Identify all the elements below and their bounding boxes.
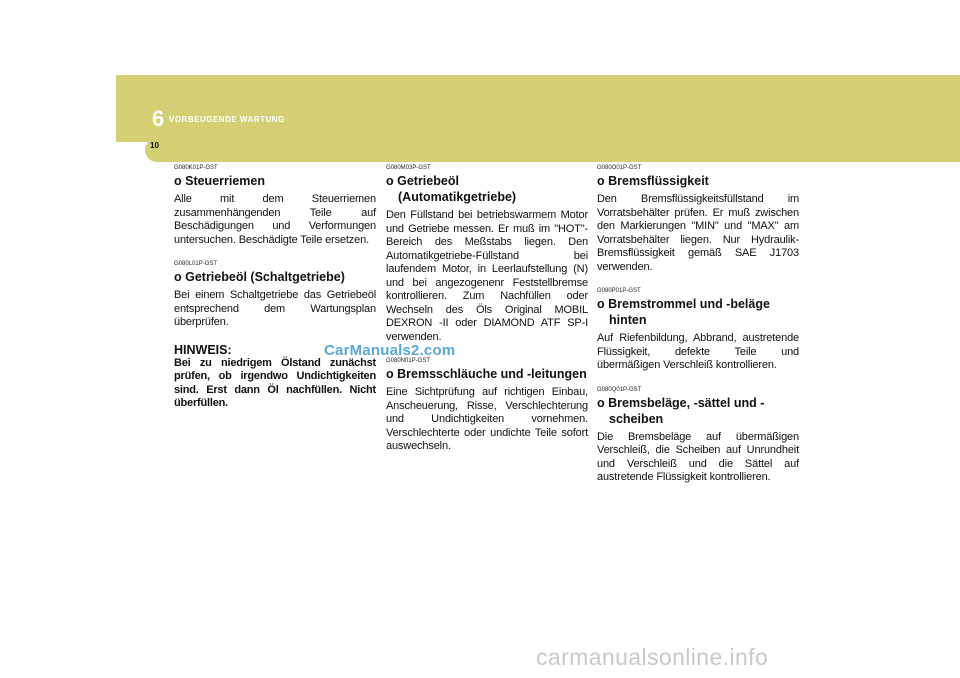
section-steuerriemen — [174, 164, 376, 247]
section-code: G080L01P-GST — [174, 261, 218, 267]
section-body: Bei einem Schaltgetriebe das Getriebeöl entsprechend dem Wartungsplan überprüfen. — [174, 289, 376, 328]
section-bremsbelaege — [597, 386, 799, 485]
page-number: 10 — [150, 141, 159, 150]
section-title: o Getriebeöl (Schaltgetriebe) — [174, 270, 345, 284]
section-title — [597, 296, 799, 328]
section-title: o Steuerriemen — [174, 174, 266, 188]
note-body: Bei zu niedrigem Ölstand zunächst prüfen, ob irgendwo Undichtigkeiten sind. Erst dann Öl nachfüllen. Nicht überfüllen. — [174, 356, 376, 409]
chapter-banner — [116, 75, 960, 142]
section-bremsschlaeuche — [386, 357, 588, 454]
section-code: G080O01P-GST — [597, 165, 642, 171]
chapter-title: VORBEUGENDE WARTUNG — [169, 115, 285, 124]
page-tab — [145, 138, 960, 162]
section-body: Alle mit dem Steuerriemen zusammenhängenden Teile auf Beschädigungen und Verformungen untersuchen. Beschädigte Teile ersetzen. — [174, 193, 376, 246]
chapter-number: 6 — [152, 106, 165, 131]
section-body: Auf Riefenbildung, Abbrand, austretende Flüssigkeit, defekte Teile und übermäßigen Verschleiß kontrollieren. — [597, 332, 799, 371]
column-3 — [597, 164, 799, 498]
section-body: Den Bremsflüssigkeitsfüllstand im Vorratsbehälter prüfen. Er muß zwischen den Markierungen "MIN" und "MAX" am Vorratsbehälter liegen. Nur Hydraulik-Bremsflüssigkeit gemäß SAE J1703 verwenden. — [597, 193, 799, 273]
section-title-line1: o Getriebeöl — [386, 174, 459, 188]
section-code: G080N01P-GST — [386, 358, 431, 364]
watermark-carmanuals2: CarManuals2.com — [324, 342, 456, 359]
column-2 — [386, 164, 588, 467]
section-title — [597, 395, 799, 427]
section-title-line1: o Bremstrommel und -beläge — [597, 297, 770, 311]
section-bremsfluessigkeit — [597, 164, 799, 274]
section-code: G080M03P-GST — [386, 165, 431, 171]
section-title: o Bremsschläuche und -leitungen — [386, 367, 587, 381]
section-code: G080P01P-GST — [597, 288, 641, 294]
section-bremstrommel — [597, 287, 799, 373]
section-getriebeoel-automatik — [386, 164, 588, 344]
section-title-line1: o Bremsbeläge, -sättel und - — [597, 395, 765, 410]
section-title-line2: scheiben — [609, 411, 664, 426]
section-body: Den Füllstand bei betriebswarmem Motor und Getriebe messen. Er muß im "HOT"-Bereich des Meßstabs liegen. Den Automatikgetriebe-Füllstand bei laufendem Motor, in Leerlaufstellung (N) und bei angezogenenr Feststellbremse kontrollieren. Zum Nachfüllen oder Wechseln des Öls Original MOBIL DEXRON -II oder DIAMOND ATF SP-I verwenden. — [386, 209, 588, 343]
section-body: Die Bremsbeläge auf übermäßigen Verschleiß, die Scheiben auf Unrundheit und Verschleiß und die Sättel auf austretende Flüssigkeit kontrollieren. — [597, 430, 799, 483]
section-title-line2: (Automatikgetriebe) — [398, 190, 517, 204]
section-body: Eine Sichtprüfung auf richtigen Einbau, Anscheuerung, Risse, Verschlechterung und Undichtigkeiten vornehmen. Verschlechterte oder undichte Teile sofort auswechseln. — [386, 386, 588, 452]
column-1 — [174, 164, 376, 424]
note-title: HINWEIS: — [174, 342, 232, 357]
section-title-line2: hinten — [609, 313, 647, 327]
section-getriebeoel-schalt — [174, 260, 376, 330]
section-code: G080K01P-GST — [174, 165, 218, 171]
section-title: o Bremsflüssigkeit — [597, 174, 709, 188]
section-code: G080Q01P-GST — [597, 386, 642, 393]
watermark-carmanualsonline: carmanualsonline.info — [536, 644, 769, 670]
section-title — [386, 173, 588, 205]
